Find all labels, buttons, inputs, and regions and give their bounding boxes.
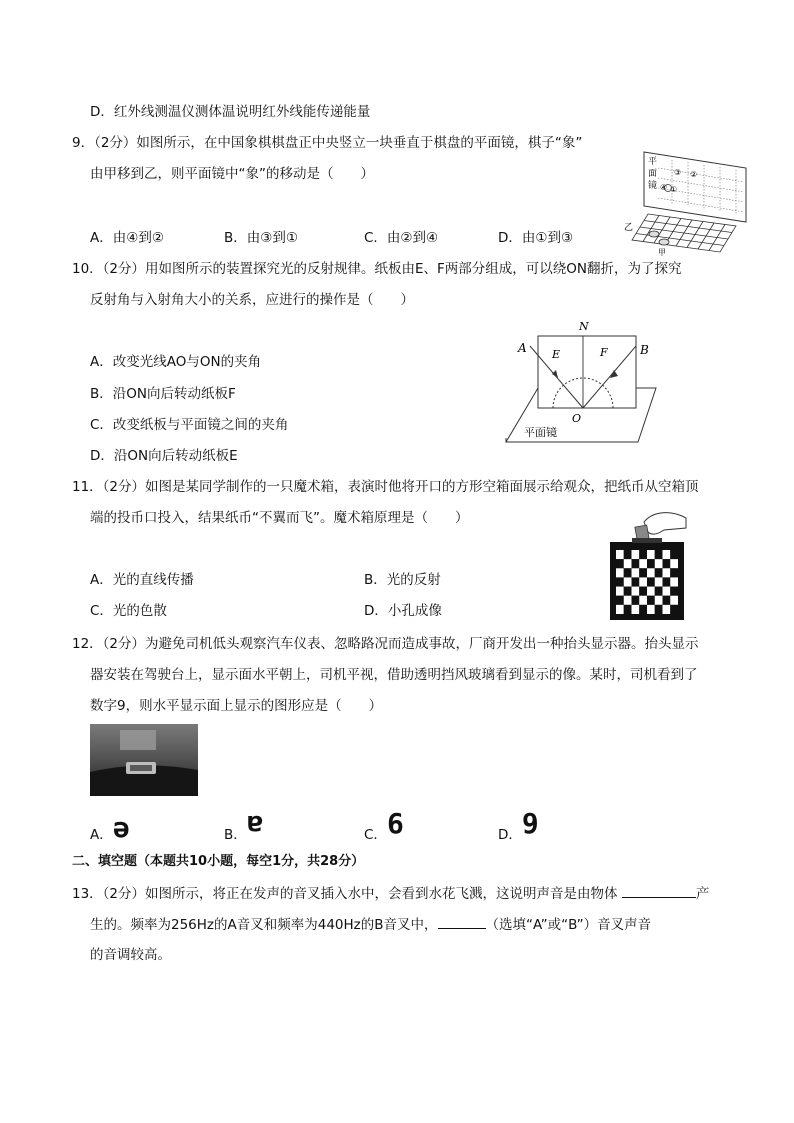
checker-square: [647, 559, 655, 568]
q13-line2-end: （选填“A”或“B”）音叉声音: [485, 917, 652, 933]
checker-square: [670, 605, 678, 614]
q12-option-d: [498, 807, 539, 845]
checker-square: [647, 605, 655, 614]
q12-option-a-label: A．: [90, 827, 113, 843]
checker-square: [632, 587, 640, 596]
q10-label-e: E: [552, 348, 561, 361]
q9-mark-3: ③: [674, 168, 682, 177]
checker-square: [655, 605, 663, 614]
q11-option-c: C．光的色散: [90, 603, 167, 619]
checker-square: [639, 587, 647, 596]
checker-square: [663, 605, 671, 614]
checker-square: [647, 596, 655, 605]
checker-square: [647, 587, 655, 596]
checker-square: [670, 596, 678, 605]
checker-square: [670, 577, 678, 586]
checker-square: [639, 550, 647, 559]
q11-stem-line1: 11．（2分）如图是某同学制作的一只魔术箱，表演时他将开口的方形空箱面展示给观众，把纸币从空箱顶: [72, 479, 699, 495]
q10-option-b: B．沿ON向后转动纸板F: [90, 386, 236, 402]
q10-reflection-apparatus-figure: [502, 318, 670, 446]
checker-square: [616, 605, 624, 614]
checker-square: [616, 559, 624, 568]
checker-square: [632, 596, 640, 605]
q12-option-c-glyph: 6: [386, 807, 404, 840]
checker-square: [639, 596, 647, 605]
checker-square: [624, 587, 632, 596]
q12-option-b-label: B．: [224, 827, 247, 843]
q10-option-c: C．改变纸板与平面镜之间的夹角: [90, 417, 289, 433]
q10-option-a: A．改变光线AO与ON的夹角: [90, 354, 262, 370]
q13-line3: 的音调较高。: [90, 947, 171, 963]
checker-square: [632, 577, 640, 586]
checker-square: [663, 550, 671, 559]
q9-mark-4: ④: [660, 183, 668, 192]
q10-label-b: B: [640, 343, 649, 357]
q13-blank-1[interactable]: [622, 883, 696, 898]
q12-option-c: [364, 807, 404, 845]
q13-blank-2[interactable]: [438, 914, 486, 929]
q13-line1-end: 产: [695, 886, 710, 902]
q10-label-n: N: [579, 320, 589, 333]
q12-option-b: [224, 805, 264, 845]
checker-square: [655, 587, 663, 596]
q13-line2-text: 生的。频率为256Hz的A音叉和频率为440Hz的B音叉中，: [90, 917, 438, 933]
q9-option-c: C．由②到④: [364, 230, 439, 246]
q12-stem-line1: 12．（2分）为避免司机低头观察汽车仪表、忽略路况而造成事故，厂商开发出一种抬头显示器。抬头显示: [72, 636, 699, 652]
checker-square: [670, 550, 678, 559]
checker-square: [616, 550, 624, 559]
q12-hud-photo: [90, 724, 198, 796]
q10-label-a: A: [518, 341, 527, 355]
q10-label-f: F: [600, 346, 608, 359]
checker-square: [663, 568, 671, 577]
q12-option-a: [90, 811, 130, 845]
checker-square: [624, 596, 632, 605]
q9-stem-line2: 由甲移到乙，则平面镜中“象”的移动是（ ）: [90, 166, 374, 182]
checker-square: [624, 550, 632, 559]
q9-label-yi: 乙: [624, 223, 634, 233]
checker-square: [647, 550, 655, 559]
checker-square: [616, 568, 624, 577]
checker-square: [670, 559, 678, 568]
q9-mirror-char-3: 镜: [648, 181, 658, 191]
q13-line1-text: 13．（2分）如图所示，将正在发声的音叉插入水中，会看到水花飞溅，这说明声音是由物体: [72, 886, 618, 902]
q13-line1: [72, 883, 709, 904]
q9-option-a: A．由④到②: [90, 230, 164, 246]
q12-option-d-label: D．: [498, 827, 522, 843]
q9-mirror-char-2: 面: [648, 169, 658, 179]
checker-square: [663, 587, 671, 596]
q9-chessboard-mirror-figure: [624, 148, 754, 256]
q9-mark-2: ②: [690, 170, 698, 179]
checker-square: [616, 587, 624, 596]
checker-square: [639, 577, 647, 586]
q12-option-a-glyph: ə: [112, 811, 130, 844]
q8-option-d: D．红外线测温仪测体温说明红外线能传递能量: [90, 104, 371, 120]
q9-mirror-char-1: 平: [648, 157, 658, 167]
q10-stem-line2: 反射角与入射角大小的关系，应进行的操作是（ ）: [90, 292, 414, 308]
checker-square: [632, 559, 640, 568]
checker-square: [670, 587, 678, 596]
q12-stem-line3: 数字9，则水平显示面上显示的图形应是（ ）: [90, 698, 383, 714]
q9-option-d: D．由①到③: [498, 230, 574, 246]
checker-square: [632, 605, 640, 614]
section-2-title: 二、填空题（本题共10小题，每空1分，共28分）: [72, 854, 365, 869]
checker-square: [624, 605, 632, 614]
checker-square: [655, 596, 663, 605]
q10-stem-line1: 10．（2分）用如图所示的装置探究光的反射规律。纸板由E、F两部分组成，可以绕ON翻折，为了探究: [72, 261, 682, 277]
q10-option-d: D．沿ON向后转动纸板E: [90, 448, 238, 464]
checker-square: [655, 568, 663, 577]
q13-line2: [90, 914, 651, 935]
q12-option-c-label: C．: [364, 827, 387, 843]
q12-option-b-glyph: ɐ: [246, 805, 264, 838]
q10-label-mirror: 平面镜: [524, 426, 557, 439]
q9-mark-1: ①: [670, 185, 678, 194]
checker-square: [663, 577, 671, 586]
q11-checker-pattern: [616, 550, 678, 614]
q9-option-b: B．由③到①: [224, 230, 298, 246]
q9-stem-line1: 9．（2分）如图所示，在中国象棋棋盘正中央竖立一块垂直于棋盘的平面镜，棋子“象”: [72, 135, 583, 151]
q11-stem-line2: 端的投币口投入，结果纸币“不翼而飞”。魔术箱原理是（ ）: [90, 510, 469, 526]
checker-square: [639, 605, 647, 614]
checker-square: [663, 559, 671, 568]
checker-square: [647, 577, 655, 586]
checker-square: [616, 577, 624, 586]
q11-option-d: D．小孔成像: [364, 603, 442, 619]
checker-square: [616, 596, 624, 605]
q9-label-jia: 甲: [658, 248, 666, 256]
checker-square: [624, 559, 632, 568]
q11-option-a: A．光的直线传播: [90, 572, 194, 588]
checker-square: [655, 550, 663, 559]
q12-stem-line2: 器安装在驾驶台上，显示面水平朝上，司机平视，借助透明挡风玻璃看到显示的像。某时，司机看到了: [90, 667, 698, 683]
checker-square: [647, 568, 655, 577]
checker-square: [663, 596, 671, 605]
q10-label-o: O: [572, 412, 582, 425]
checker-square: [624, 568, 632, 577]
checker-square: [655, 577, 663, 586]
checker-square: [624, 577, 632, 586]
q11-option-b: B．光的反射: [364, 572, 441, 588]
checker-square: [632, 550, 640, 559]
checker-square: [639, 568, 647, 577]
checker-square: [655, 559, 663, 568]
checker-square: [632, 568, 640, 577]
checker-square: [670, 568, 678, 577]
checker-square: [639, 559, 647, 568]
q11-magic-box-figure: [608, 508, 688, 622]
q12-option-d-glyph: 9: [521, 807, 539, 840]
